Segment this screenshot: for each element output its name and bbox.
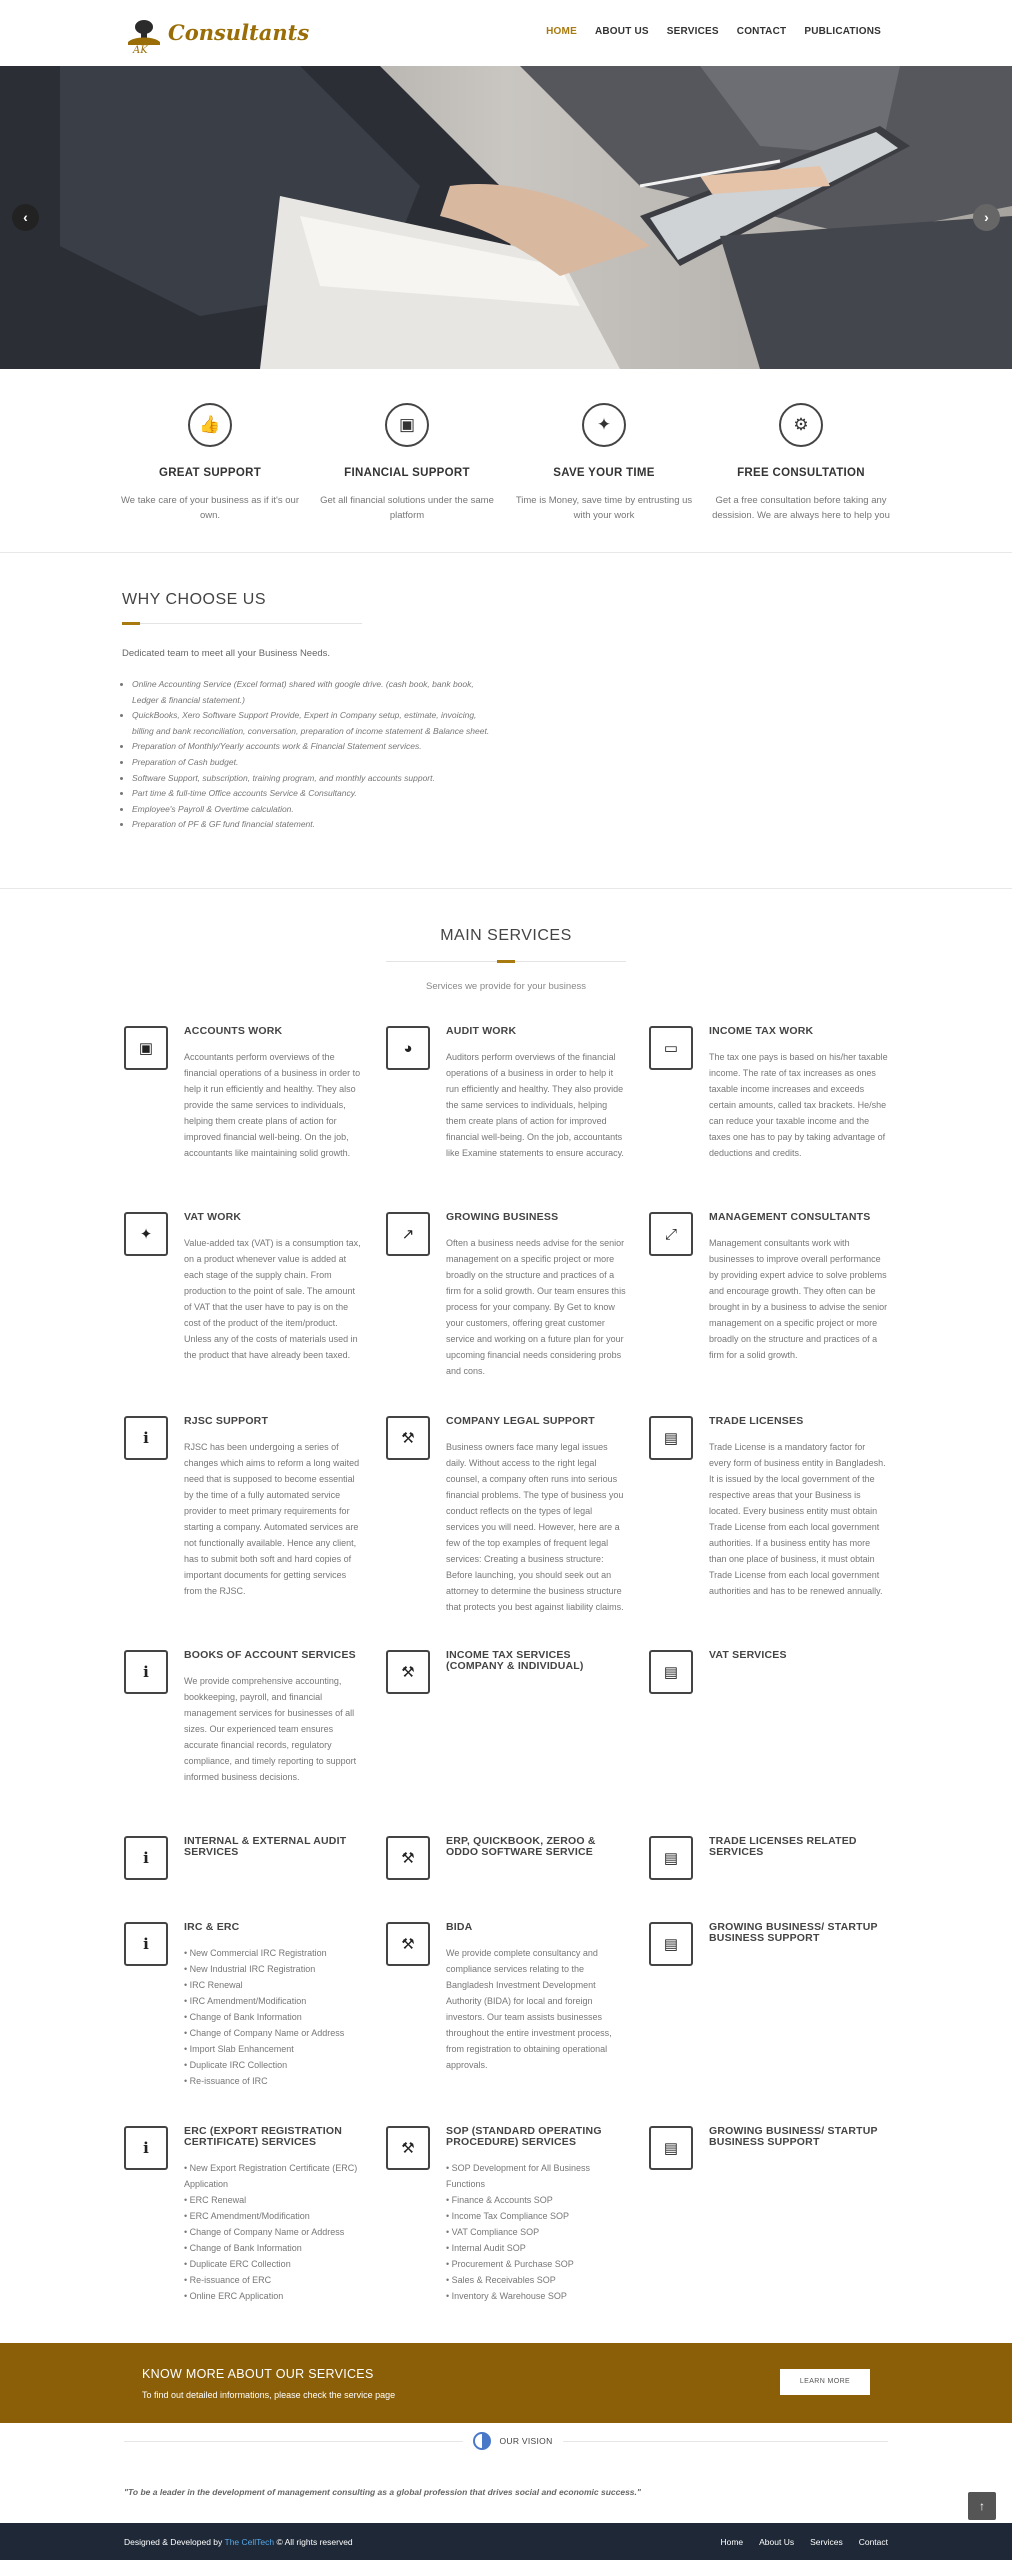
service-body — [446, 2126, 626, 2304]
expand-arrows-icon: ⤢ — [649, 1212, 693, 1256]
service-title: SOP (STANDARD OPERATING PROCEDURE) SERVICES — [446, 2125, 602, 2148]
main-services-header — [0, 889, 1012, 999]
file-icon: ▤ — [649, 1836, 693, 1880]
service-title: INCOME TAX WORK — [709, 1025, 814, 1037]
line-chart-icon: ↗ — [386, 1212, 430, 1256]
list-item: • Change of Bank Information — [184, 2243, 302, 2253]
svg-text:AK: AK — [133, 45, 148, 54]
feature-title: SAVE YOUR TIME — [553, 467, 655, 479]
list-item: • Income Tax Compliance SOP — [446, 2211, 570, 2221]
service-title: INTERNAL & EXTERNAL AUDIT SERVICES — [184, 1835, 347, 1858]
service-body — [184, 1212, 364, 1363]
back-to-top-button[interactable] — [968, 2492, 996, 2520]
feature-save-time — [509, 403, 699, 523]
service-title: VAT SERVICES — [709, 1649, 787, 1661]
service-text: Management consultants work with businesses to improve overall performance by providing expert advice to solve problems and encourage growth. They often can be brought in by a business to advise the senior management on a specific project or more broadly on the structure and practices of a firm for a solid growth. — [709, 1238, 888, 1360]
credit-prefix: Designed & Developed by — [124, 2537, 225, 2547]
gavel-icon: ⚒ — [386, 1416, 430, 1460]
list-item: • Online Accounting Service (Excel format) shared with google drive. (cash book, bank book, Ledger & financial statement.) — [132, 677, 492, 708]
info-icon: i — [124, 1650, 168, 1694]
service-text: Trade License is a mandatory factor for every form of business entity in Bangladesh. It is issued by the local government of the respective areas that your Business is located. Every business entity must obtain Trade License from each local government authorities. If a business entity has more than one place of business, it must obtain Trade License from each local government authorities and has to be renewed annually. — [709, 1442, 886, 1596]
list-item: • Duplicate ERC Collection — [184, 2259, 291, 2269]
service-body — [446, 1212, 626, 1379]
service-list — [184, 1945, 364, 2089]
list-item: • Procurement & Purchase SOP — [446, 2259, 574, 2269]
service-body — [446, 1416, 626, 1615]
list-item: • Change of Company Name or Address — [184, 2227, 345, 2237]
service-title: IRC & ERC — [184, 1921, 240, 1933]
feature-title: FREE CONSULTATION — [737, 467, 865, 479]
footer-link-about-us[interactable]: About Us — [759, 2537, 795, 2547]
footer-link-services[interactable]: Services — [810, 2537, 843, 2547]
feature-great-support — [115, 403, 305, 523]
feature-title: GREAT SUPPORT — [158, 467, 262, 479]
list-item: • Re-issuance of ERC — [184, 2275, 272, 2285]
feature-free-consultation — [706, 403, 896, 523]
service-title: ERC (EXPORT REGISTRATION CERTIFICATE) SERVICES — [184, 2125, 343, 2148]
gavel-icon: ⚒ — [386, 1650, 430, 1694]
service-body — [184, 1650, 364, 1785]
feature-text: We take care of your business as if it's our own. — [121, 495, 299, 521]
service-text: Value-added tax (VAT) is a consumption tax, on a product whenever value is added at each stage of the supply chain. From production to the point of sale. The amount of VAT that the user have to pay is on the cost of the product of the item/product. Unless any of the costs of materials used in the product that have already been taxed. — [184, 1238, 361, 1360]
list-item: • Inventory & Warehouse SOP — [446, 2291, 567, 2301]
chevron-right-icon: › — [984, 209, 989, 225]
gavel-icon: ⚒ — [386, 1922, 430, 1966]
why-list — [132, 677, 492, 833]
service-title: GROWING BUSINESS — [446, 1211, 559, 1223]
service-body — [709, 1416, 889, 1599]
service-body — [446, 1836, 626, 1858]
service-title: VAT WORK — [184, 1211, 242, 1223]
title-divider-accent — [497, 960, 515, 963]
service-body — [709, 1836, 889, 1858]
thumbs-up-icon: 👍 — [188, 403, 232, 447]
service-body — [709, 1922, 889, 1944]
why-intro: Dedicated team to meet all your Business Needs. — [122, 648, 331, 659]
cogs-icon: ⚙ — [779, 403, 823, 447]
title-divider — [122, 623, 362, 624]
service-body — [446, 1922, 626, 2073]
feature-text: Time is Money, save time by entrusting us with your work — [515, 495, 693, 521]
list-item: • IRC Amendment/Modification — [184, 1996, 307, 2006]
file-icon: ▤ — [649, 1416, 693, 1460]
logo-emblem-icon — [124, 14, 168, 54]
cta-banner — [0, 2343, 1012, 2423]
list-item: • Online ERC Application — [184, 2291, 284, 2301]
service-title: MANAGEMENT CONSULTANTS — [709, 1211, 871, 1223]
vision-quote: "To be a leader in the development of management consulting as a global profession that drives social and economic success." — [124, 2487, 641, 2497]
list-item: • Re-issuance of IRC — [184, 2076, 268, 2086]
title-divider-accent — [122, 622, 140, 625]
gavel-icon: ⚒ — [386, 1836, 430, 1880]
inbox-icon: ▭ — [649, 1026, 693, 1070]
service-body — [446, 1026, 626, 1161]
service-body — [709, 1212, 889, 1363]
slider-next-button[interactable] — [973, 204, 1000, 231]
service-title: INCOME TAX SERVICES (COMPANY & INDIVIDUAL) — [446, 1649, 584, 1672]
magic-wand-icon: ✦ — [124, 1212, 168, 1256]
service-title: GROWING BUSINESS/ STARTUP BUSINESS SUPPORT — [709, 2125, 878, 2148]
service-title: ACCOUNTS WORK — [184, 1025, 283, 1037]
list-item: • New Commercial IRC Registration — [184, 1948, 327, 1958]
list-item: • QuickBooks, Xero Software Support Provide, Expert in Company setup, estimate, invoicing, billing and bank reconciliation, conversation, preparation of income statement & Balance sheet. — [132, 708, 492, 739]
service-body — [709, 2126, 889, 2148]
service-body — [184, 1026, 364, 1161]
cta-title: KNOW MORE ABOUT OUR SERVICES — [142, 2367, 374, 2381]
service-body — [709, 1650, 889, 1661]
list-item: • Preparation of PF & GF fund financial statement. — [132, 817, 492, 833]
nav-contact[interactable]: CONTACT — [736, 26, 787, 37]
footer-nav — [720, 2537, 888, 2547]
service-title: COMPANY LEGAL SUPPORT — [446, 1415, 595, 1427]
list-item: • Part time & full-time Office accounts Service & Consultancy. — [132, 786, 492, 802]
feature-financial-support — [312, 403, 502, 523]
half-circle-icon — [473, 2432, 491, 2450]
service-text: Business owners face many legal issues daily. Without access to the right legal counsel, a company often runs into serious financial problems. The type of business you conduct reflects on the types of legal services you will need. However, here are a few of the top examples of frequent legal services: Creating a business structure: Before launching, you should seek out an attorney to determine the business structure that protects you best against liability claims. — [446, 1442, 624, 1612]
nav-services[interactable]: SERVICES — [666, 26, 719, 37]
list-item: • Import Slab Enhancement — [184, 2044, 294, 2054]
service-text: We provide comprehensive accounting, bookkeeping, payroll, and financial management services for businesses of all sizes. Our experienced team ensures accurate financial records, regulatory compliance, and timely reporting to support informed business decisions. — [184, 1676, 357, 1782]
cta-text: To find out detailed informations, please check the service page — [142, 2390, 396, 2400]
service-body — [709, 1026, 889, 1161]
list-item: • Sales & Receivables SOP — [446, 2275, 556, 2285]
section-title: MAIN SERVICES — [440, 927, 572, 944]
service-body — [184, 1416, 364, 1599]
service-list — [446, 2160, 626, 2304]
list-item: • Change of Bank Information — [184, 2012, 302, 2022]
list-item: • New Export Registration Certificate (ERC) Application — [184, 2163, 358, 2189]
main-nav — [537, 26, 890, 37]
credit-suffix: © All rights reserved — [274, 2537, 353, 2547]
hero-slider — [0, 66, 1012, 369]
gavel-icon: ⚒ — [386, 2126, 430, 2170]
service-text: Often a business needs advise for the senior management on a specific project or more broadly on the structure and practices of a firm for a solid growth. Our team ensures this process for your company. By Get to know your customers, offering great customer service and working on a future plan for your upcoming financial needs considering probs and cons. — [446, 1238, 626, 1376]
info-icon: i — [124, 1922, 168, 1966]
arrow-up-icon: ↑ — [979, 2499, 985, 2513]
file-icon: ▤ — [649, 1650, 693, 1694]
file-icon: ▤ — [649, 2126, 693, 2170]
list-item: • VAT Compliance SOP — [446, 2227, 540, 2237]
service-title: GROWING BUSINESS/ STARTUP BUSINESS SUPPORT — [709, 1921, 878, 1944]
footer-link-home[interactable]: Home — [720, 2537, 744, 2547]
magic-wand-icon: ✦ — [582, 403, 626, 447]
info-icon: i — [124, 1836, 168, 1880]
service-text: Auditors perform overviews of the financial operations of a business in order to help it run efficiently and healthy. They also provide the same services to individuals, helping them create plans of action for improved financial well-being. On the job, accountants like Examine statements to ensure accuracy. — [446, 1052, 624, 1158]
service-title: ERP, QUICKBOOK, ZEROO & ODDO SOFTWARE SERVICE — [446, 1835, 596, 1858]
service-body — [184, 1922, 364, 2089]
list-item: • Change of Company Name or Address — [184, 2028, 345, 2038]
service-title: TRADE LICENSES — [709, 1415, 804, 1427]
vision-label: OUR VISION — [499, 2436, 553, 2446]
list-item: • ERC Renewal — [184, 2195, 247, 2205]
service-text: Accountants perform overviews of the financial operations of a business in order to help it run efficiently and healthy. They also provide the same services to individuals, helping them create plans of action for improved financial well-being. On the job, accountants like maintaining solid growth. — [184, 1052, 361, 1158]
service-body — [184, 2126, 364, 2304]
hero-image — [0, 66, 1012, 369]
list-item: • Finance & Accounts SOP — [446, 2195, 553, 2205]
service-text: We provide complete consultancy and compliance services relating to the Bangladesh Investment Development Authority (BIDA) for local and foreign investors. Our team assists businesses throughout the entire investment process, from registration to obtaining operational approvals. — [446, 1948, 612, 2070]
feature-text: Get all financial solutions under the same platform — [320, 495, 494, 521]
list-item: • Employee's Payroll & Overtime calculation. — [132, 802, 492, 818]
site-footer — [0, 2523, 1012, 2560]
service-title: RJSC SUPPORT — [184, 1415, 269, 1427]
vision-section — [0, 2423, 1012, 2523]
credit-link[interactable]: The CellTech — [224, 2537, 275, 2547]
nav-about-us[interactable]: ABOUT US — [594, 26, 649, 37]
nav-home[interactable]: HOME — [546, 26, 577, 37]
features-section — [0, 369, 1012, 553]
list-item: • Preparation of Cash budget. — [132, 755, 492, 771]
footer-link-contact[interactable]: Contact — [858, 2537, 888, 2547]
chevron-left-icon: ‹ — [23, 209, 28, 225]
file-icon: ▤ — [649, 1922, 693, 1966]
site-header — [0, 0, 1012, 66]
vision-tab[interactable] — [463, 2431, 563, 2451]
pie-chart-icon: ◕ — [386, 1026, 430, 1070]
footer-credit — [124, 2537, 353, 2547]
info-icon: i — [124, 2126, 168, 2170]
feature-text: Get a free consultation before taking any dessision. We are always here to help you — [712, 495, 890, 521]
section-title: WHY CHOOSE US — [122, 591, 266, 608]
list-item: • Preparation of Monthly/Yearly accounts work & Financial Statement services. — [132, 739, 492, 755]
list-item: • Internal Audit SOP — [446, 2243, 526, 2253]
list-item: • Software Support, subscription, training program, and monthly accounts support. — [132, 771, 492, 787]
list-item: • SOP Development for All Business Functions — [446, 2163, 591, 2189]
service-title: TRADE LICENSES RELATED SERVICES — [709, 1835, 857, 1858]
service-list — [184, 2160, 364, 2304]
money-icon: ▣ — [385, 403, 429, 447]
service-body — [184, 1836, 364, 1858]
service-body — [446, 1650, 626, 1672]
logo-text: Consultants — [168, 20, 310, 45]
logo[interactable] — [124, 14, 310, 54]
learn-more-button[interactable]: LEARN MORE — [780, 2369, 870, 2395]
slider-prev-button[interactable] — [12, 204, 39, 231]
why-choose-us-section — [0, 553, 1012, 889]
money-icon: ▣ — [124, 1026, 168, 1070]
section-subtitle: Services we provide for your business — [426, 981, 586, 992]
list-item: • ERC Amendment/Modification — [184, 2211, 310, 2221]
list-item: • IRC Renewal — [184, 1980, 243, 1990]
service-title: BIDA — [446, 1921, 473, 1933]
feature-title: FINANCIAL SUPPORT — [344, 467, 470, 479]
service-text: RJSC has been undergoing a series of changes which aims to reform a long waited need that is supposed to become essential by the time of a fully automated service provider to meet primary requirements for starting a company. Automated services are not functionally available. Hence any client, has to submit both soft and hard copies of important documents for getting services from the RJSC. — [184, 1442, 360, 1596]
nav-publications[interactable]: PUBLICATIONS — [804, 26, 881, 37]
list-item: • New Industrial IRC Registration — [184, 1964, 316, 1974]
list-item: • Duplicate IRC Collection — [184, 2060, 288, 2070]
info-icon: i — [124, 1416, 168, 1460]
service-title: AUDIT WORK — [446, 1025, 517, 1037]
service-text: The tax one pays is based on his/her taxable income. The rate of tax increases as ones taxable income increases and exceeds certain amounts, called tax brackets. He/she can reduce your taxable income and the taxes one has to pay by taking advantage of deductions and credits. — [709, 1052, 888, 1158]
service-title: BOOKS OF ACCOUNT SERVICES — [184, 1649, 356, 1661]
